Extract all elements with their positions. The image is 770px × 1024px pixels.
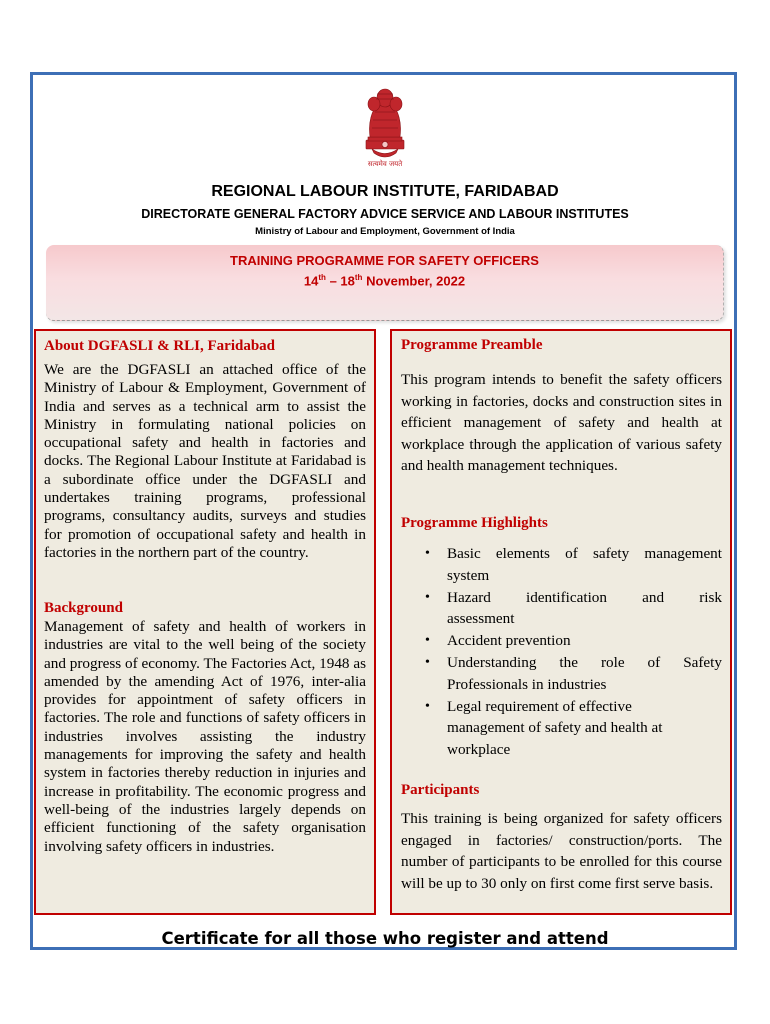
about-heading: About DGFASLI & RLI, Faridabad <box>44 338 276 354</box>
about-text: We are the DGFASLI an attached office of the Ministry of Labour & Employment, Government of India and serves as a technical arm to assist the Ministry in formulating national policies on occupational safety and health in factories and docks. The Regional Labour Institute at Faridabad is a subordinate office under the DGFASLI and undertakes training programs, professional programs, consultancy audits, surveys and studies for promotion of occupational safety and health in factories in the northern part of the country. <box>44 361 366 561</box>
certificate-note: Certificate for all those who register and attend <box>161 929 609 948</box>
list-item: • Hazard identification and risk assessment <box>447 587 722 631</box>
preamble-text: This program intends to benefit the safety officers working in factories, docks and construction sites in efficient management of safety and health at workplace through the application of various safety and health management techniques. <box>401 371 722 474</box>
background-heading: Background <box>44 600 123 616</box>
emblem-motto: सत्यमेव जयते <box>367 160 403 168</box>
list-item: • Understanding the role of Safety Professionals in industries <box>447 652 722 696</box>
highlights-heading: Programme Highlights <box>401 515 548 531</box>
preamble-heading: Programme Preamble <box>401 337 543 353</box>
programme-dates: 14th – 18th November, 2022 <box>303 273 466 289</box>
highlights-list <box>401 543 722 761</box>
ministry-subtitle: Ministry of Labour and Employment, Government of India <box>255 226 515 237</box>
list-item: • Accident prevention <box>447 630 722 652</box>
directorate-title: DIRECTORATE GENERAL FACTORY ADVICE SERVICE AND LABOUR INSTITUTES <box>141 207 629 221</box>
list-item: • Legal requirement of effective management of safety and health at workplace <box>447 696 697 761</box>
programme-title: TRAINING PROGRAMME FOR SAFETY OFFICERS <box>230 253 539 268</box>
left-info-box <box>34 329 376 915</box>
right-info-box <box>390 329 732 915</box>
programme-banner <box>46 245 724 321</box>
background-text: Management of safety and health of workers in industries are vital to the well being of the society and progress of economy. The Factories Act, 1948 as amended by the amending Act of 1976, inter-alia provides for appointment of safety officers in factories. The role and functions of safety officers in industries involves assisting the industry managements for improving the safety and health system in factories thereby reduction in injuries and increase in profitability. The economic progress and well-being of the industries largely depends on efficient functioning of the safety organisation involving safety officers in industries. <box>44 618 366 855</box>
participants-text: This training is being organized for safety officers engaged in factories/ construction/ports. The number of participants to be enrolled for this course will be up to 30 only on first come first serve basis. <box>401 810 722 892</box>
participants-heading: Participants <box>401 782 480 798</box>
list-item: • Basic elements of safety management system <box>447 543 722 587</box>
institute-title: REGIONAL LABOUR INSTITUTE, FARIDABAD <box>211 183 559 200</box>
